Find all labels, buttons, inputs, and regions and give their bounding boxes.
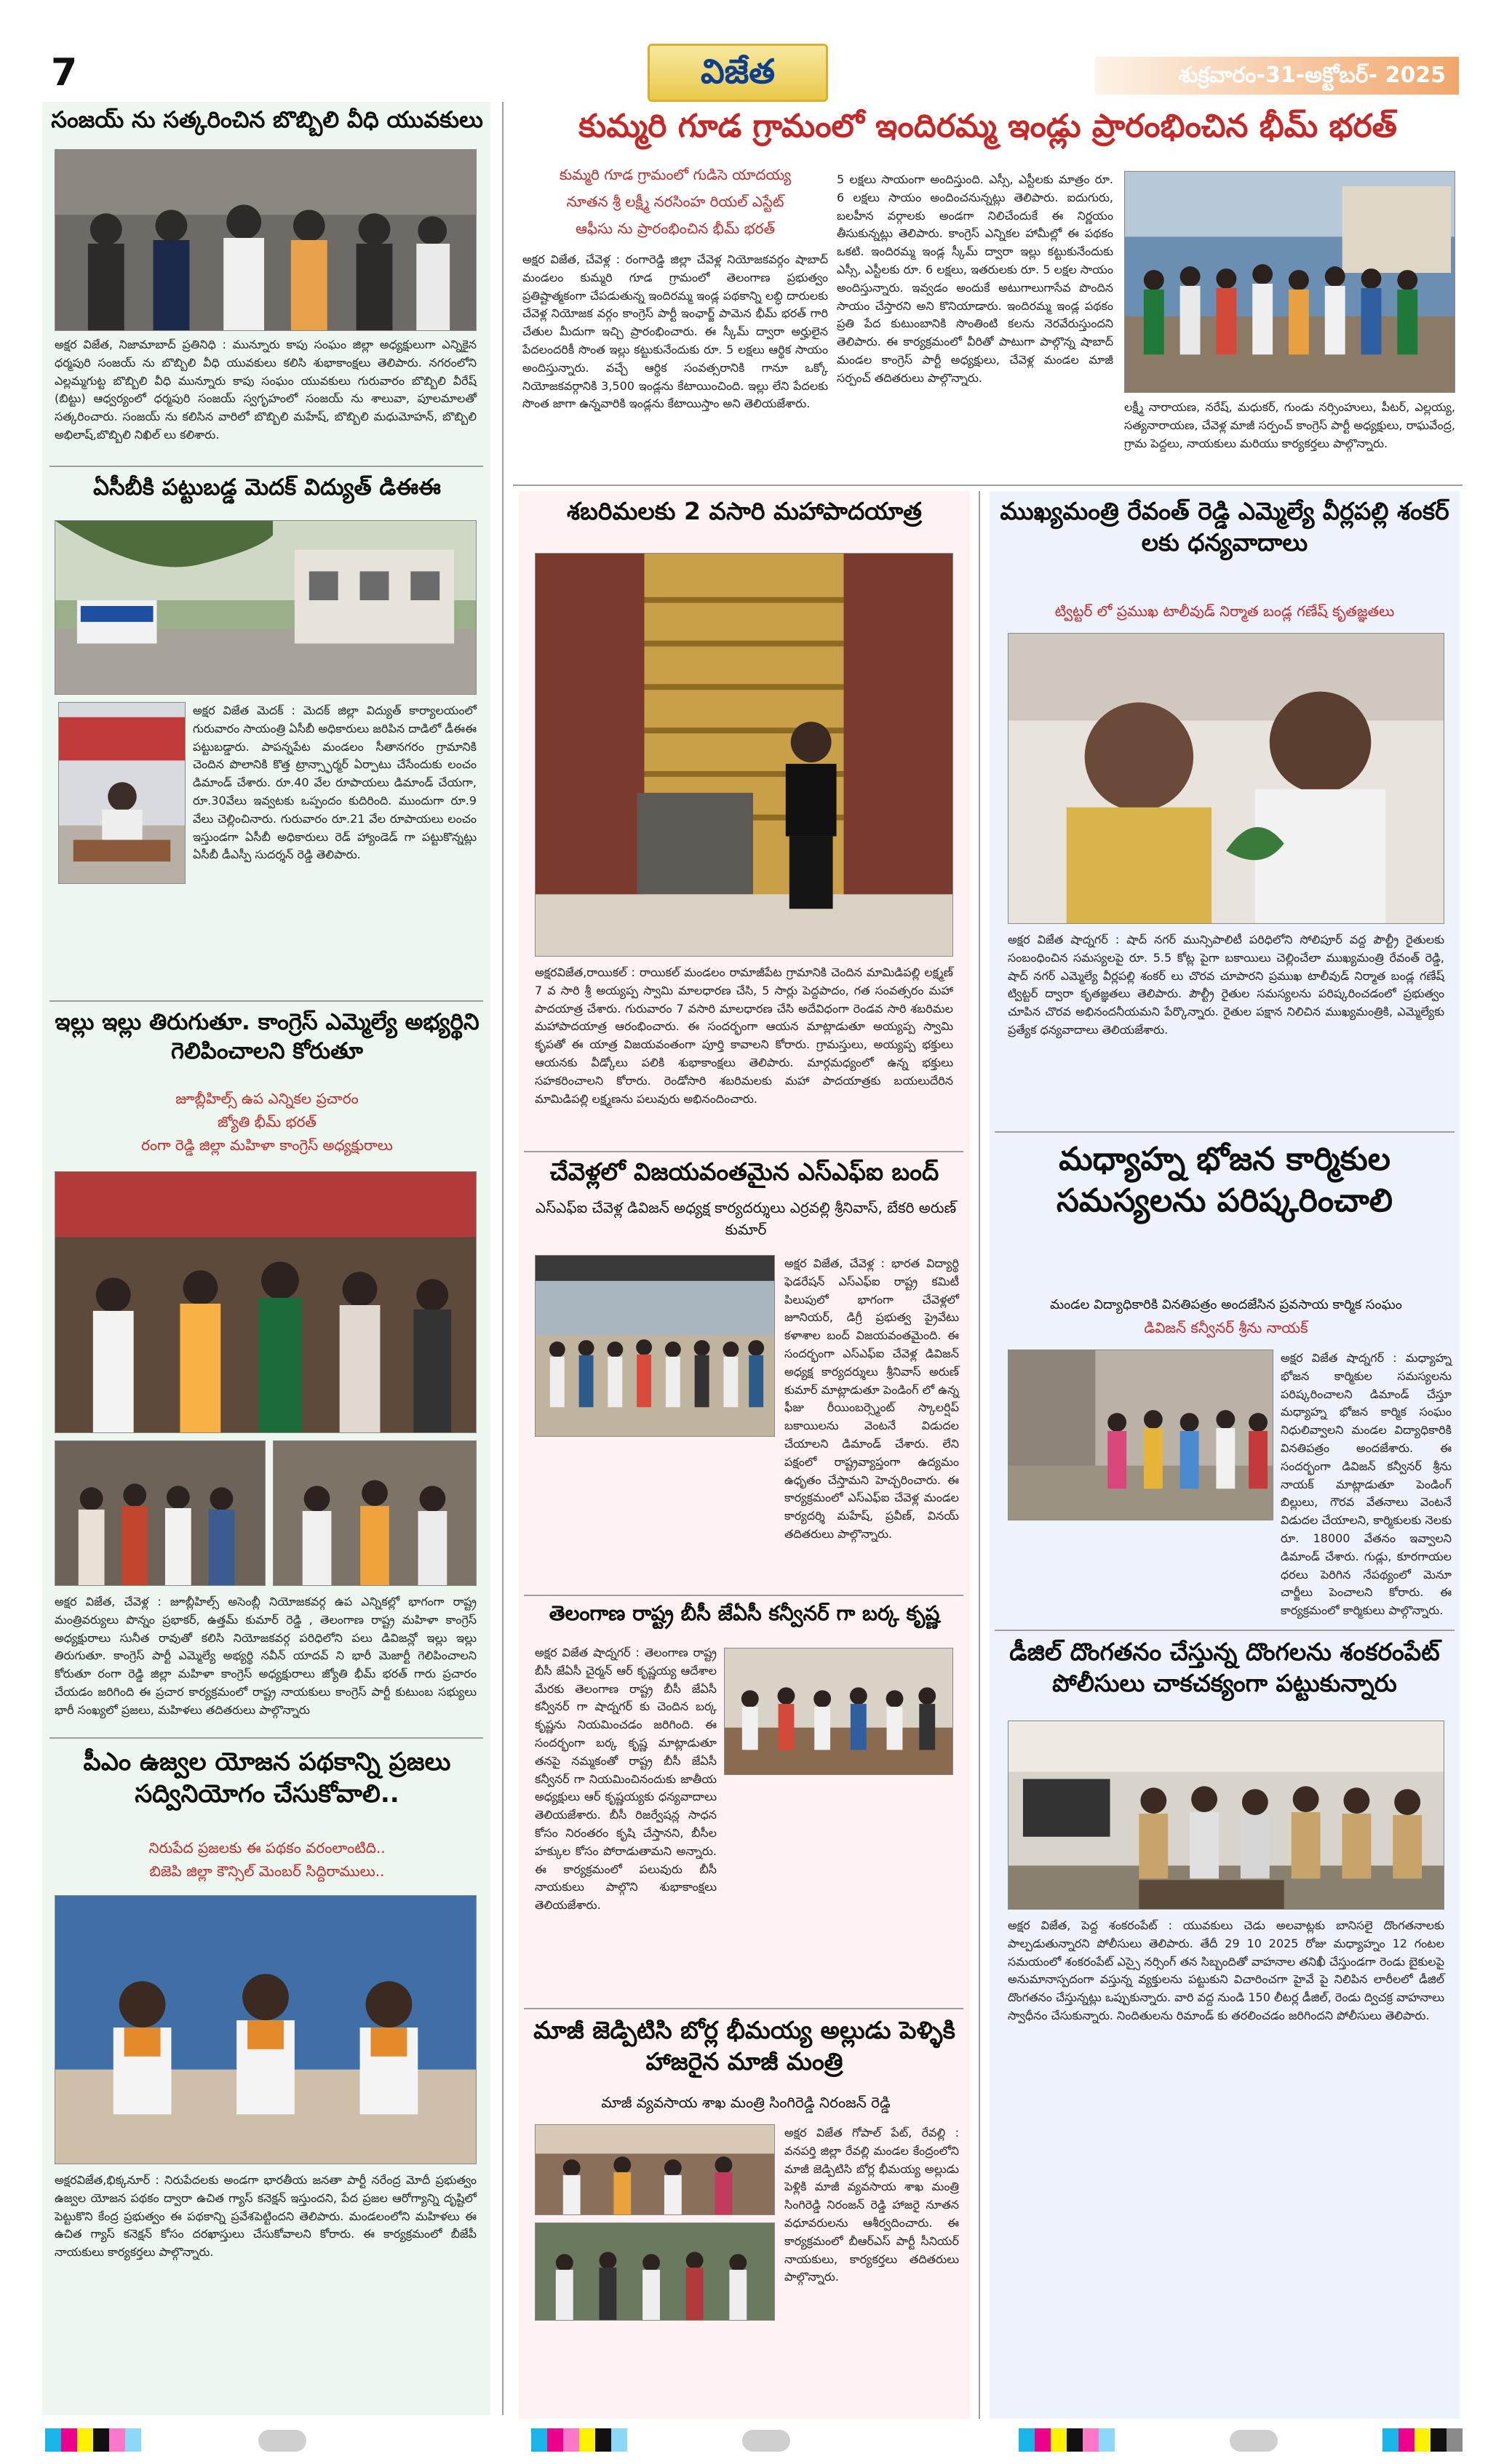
mid-a2-headline: చేవెళ్లలో విజయవంతమైన ఎస్ఎఫ్ఐ బంద్ [549,1157,939,1186]
left-a4-headline: పీఎం ఉజ్వల యోజన పథకాన్ని ప్రజలు సద్వినియోగం చేసుకోవాలి.. [83,1747,451,1809]
left-a3-headline: ఇల్లు ఇల్లు తిరుగుతూ. కాంగ్రెస్ ఎమ్మెల్యే అభ్యర్థిని గెలిపించాలని కోరుతూ [55,1009,480,1065]
mid-a2-photo [535,1255,775,1437]
left-a1-headline: సంజయ్ ను సత్కరించిన బొబ్బిలి వీధి యువకులు [51,107,483,133]
left-a2-body: అక్షర విజేత మెదక్ : మెదక్ జిల్లా విద్యుత్ కార్యాలయంలో గురువారం సాయంత్రి ఏసీబీ అధికారులు జరిపిన దాడిలో డీఈఈ పట్టుబడ్డారు. పాపన్నపేట మండలం సీతానగరం గ్రామానికి చెందిన పొలానికి కొత్త ట్రాన్స్ఫార్మర్ ఏర్పాటు చేసేందుకు లంచం డిమాండ్ చేశారు. రూ.40 వేల రూపాయలు డిమాండ్ చేయగా, రూ.30వేలు ఇవ్వటకు ఒప్పందం కుదిరింది. ముందుగా రూ.9 వేలు చెల్లించినారు. గురువారం రూ.21 వేల రూపాయలు లంచం ఇస్తుండగా ఏసీబీ అధికారులు రెడ్ హ్యాండెడ్ గా పట్టుకొన్నట్లు ఏసీబీ డీఎస్పీ సుదర్శన్ రెడ్డి తెలిపారు. [193,703,477,862]
mid-a4-body: అక్షర విజేత గోపాల్ పేట్, రేవల్లి : వనపర్తి జిల్లా రేవల్లి మండల కేంద్రంలోని మాజీ జెడ్పిటిసి బోర్ల భీమయ్య అల్లుడు పెళ్లికి మాజీ వ్యవసాయ శాఖ మంత్రి సింగిరెడ్డి నిరంజన్ రెడ్డి హాజరై నూతన వధూవరులను ఆశీర్వదించారు. ఈ కార్యక్రమంలో బీఆర్ఎస్ పార్టీ సీనియర్ నాయకులు, కార్యకర్తలు తదితరులు పాల్గొన్నారు. [784,2126,959,2284]
left-a3-photo-3 [273,1440,477,1586]
mid-a4-photo-1 [535,2124,775,2215]
right-a2-body-top: అక్షర విజేత షాద్నగర్ : మధ్యాహ్న భోజన కార్మికుల సమస్యలను పరిష్కరించాలని డిమాండ్ చేస్తూ మధ్యాహ్న భోజన కార్మిక సంఘం నిధులివ్వాలని మండల విద్యాధికారికి వినతిపత్రం అందజేశారు. ఈ సందర్భంగా డివిజన్ కన్వీనర్ శ్రీను నాయక్ మాట్లాడుతూ పెండింగ్ బిల్లులు, గౌరవ వేతనాలు వెంటనే విడుదల చేయాలని, కార్మికులకు నెలకు రూ. 18000 వేతనం ఇవ్వాలని డిమాండ్ చేశారు. గుడ్లు, కూరగాయల ధరలు పెరిగిన నేపథ్యంలో మెనూ చార్జీలు పెంచాలని కోరారు. ఈ కార్యక్రమంలో కార్మికులు పాల్గొన్నారు. [1281,1351,1452,1618]
right-a2-headline: మధ్యాహ్న భోజన కార్మికుల సమస్యలను పరిష్కరించాలి [1057,1141,1393,1220]
mid-a1-headline: శబరిమలకు 2 వసారి మహాపాదయాత్ర [567,497,922,525]
registration-marks-3 [1019,2428,1115,2452]
registration-marks-2 [531,2428,627,2452]
right-a3-body: అక్షర విజేత, పెద్ద శంకరంపేట్ : యువకులు చెడు అలవాట్లకు బానిసలై దొంగతనాలకు పాల్పడుతున్నారని పోలీసులు తెలిపారు. తేదీ 29 10 2025 రోజు మధ్యాహ్నం 12 గంటల సమయంలో శంకరంపేట్ ఎస్సై నర్సింగ్ తన సిబ్బందితో వాహనాల తనిఖీ చేస్తుండగా రెండు బైకులపై అనుమానాస్పదంగా వస్తున్న వ్యక్తులను పట్టుకుని విచారించగా హైవే పై నిలిపిన లారీలలో డీజిల్ దొంగతనం చేస్తున్నట్లు ఒప్పుకున్నారు. వారి వద్ద నుండి 150 లీటర్ల డీజిల్, రెండు ద్విచక్ర వాహనాలు స్వాధీనం చేసుకున్నారు. నిందితులను రిమాండ్ కు తరలించడం జరిగిందని పోలీసులు తెలిపారు. [1008,1918,1444,2022]
mid-a1-photo [535,553,953,957]
newspaper-logo [648,44,828,102]
left-a3-photo-2 [55,1440,266,1586]
registration-marks-1 [45,2428,141,2452]
left-a4-sub1: నిరుపేద ప్రజలకు ఈ పథకం వరంలాంటిది.. [148,1839,386,1857]
top-sub-3: ఆఫీసు ను ప్రారంభించిన భీమ్ భరత్ [575,220,776,237]
top-sub-2: నూతన శ్రీ లక్ష్మీ నరసింహ రియల్ ఎస్టేట్ [566,193,784,210]
right-a1-photo [1008,633,1444,924]
right-a3-headline: డీజిల్ దొంగతనం చేస్తున్న దొంగలను శంకరంపేట్ పోలీసులు చాకచక్యంగా పట్టుకున్నారు [1009,1638,1440,1697]
mid-a4-photo-2 [535,2222,775,2321]
left-a2-photo [55,520,477,695]
right-a2-photo [1008,1349,1273,1520]
mid-a1-body: అక్షరవిజేత,రాయికల్ : రాయికల్ మండలం రామాజీపేట గ్రామానికి చెందిన మామిడిపల్లి లక్ష్మణ్ 7 వ సారి శ్రీ అయ్యప్ప స్వామి మాలధారణ చేసి, 5 సార్లు పెద్దపాదం, గత సంవత్సరం మహా పాదయాత్ర చేశారు. గురువారం 7 వసారి మాలధారణ చేసి అదేవిధంగా రెండవ సారి శబరిమల మహాపాదయాత్ర ఆరంభించారు. ఈ సందర్భంగా ఆయన మాట్లాడుతూ అయ్యప్ప స్వామి కృపతో ఈ యాత్ర విజయవంతంగా పూర్తి కావాలని కోరారు. గ్రామస్తులు, అయ్యప్ప భక్తులు ఆయనకు వీడ్కోలు పలికి శుభాకాంక్షలు తెలిపారు. మార్గమధ్యంలో ఉన్న భక్తులు సహకరించాలని కోరారు. రెండోసారి శబరిమలకు మహా పాదయాత్రకు బయలుదేరిన మామిడిపల్లి లక్ష్మణను పలువురు అభినందించారు. [535,965,953,1106]
left-a1-photo [55,149,477,331]
logo-text: విజేత [700,52,776,91]
date-bar [1095,57,1459,95]
top-body-1: అక్షర విజేత, చేవెళ్ల : రంగారెడ్డి జిల్లా చేవెళ్ల నియోజకవర్గం షాబాద్ మండలం కుమ్మరి గూడ గ్రామంలో తెలంగాణ ప్రభుత్వం ప్రతిష్టాత్మకంగా చేపడుతున్న ఇందిరమ్మ ఇండ్ల పథకాన్ని లబ్ధి దారులకు చేవెళ్ల నియోజక వర్గం కాంగ్రెస్ పార్టీ ఇంఛార్జ్ పామెన భీమ్ భరత్ గారి చేతుల మీదుగా ఇచ్చి ప్రారంభించారు. ఈ స్కీమ్ ద్వారా అర్హులైన పేదలందరికీ సొంత ఇల్లు కట్టుకునేందుకు రూ. 5 లక్షలు ఆర్థిక సాయం అందిస్తున్నారు. వచ్చే ఆర్థిక సంవత్సరానికి గానూ ఒక్కో నియోజకవర్గానికి 3,500 ఇండ్లను కేటాయించింది. ఇల్లు లేని పేదలకు సొంత జాగా ఉన్నవారికి ఇండ్లను కేటాయిస్తాం అని తెలియజేశారు. [522,252,828,411]
page-number: 7 [51,51,78,95]
top-sub-1: కుమ్మరి గూడ గ్రామంలో గుడిసె యాదయ్య [559,166,792,183]
registration-marks-4 [1382,2428,1463,2452]
registration-pill-1 [258,2430,306,2452]
issue-date: శుక్రవారం-31-అక్టోబర్- 2025 [1178,63,1446,88]
left-a3-photo-1 [55,1171,477,1433]
registration-pill-3 [1230,2430,1278,2452]
left-a1-body: అక్షర విజేత, నిజామాబాద్ ప్రతినిధి : మున్నూరు కాపు సంఘం జిల్లా అధ్యక్షులుగా ఎన్నికైన ధర్మపురి సంజయ్ ను బొబ్బిలి వీధి యువకులు కలిసి శుభాకాంక్షలు తెలిపారు. నగరంలోని ఎల్లమ్మగుట్ట బొబ్బిలి వీధి మున్నూరు కాపు సంఘం యువకులు గురువారం బొబ్బిలి వీరేష్ (బిట్టు) ఆధ్వర్యంలో ధర్మపురి సంజయ్ స్వగృహంలో సంజయ్ ను శాలువా, పూలమాలతో సత్కరించారు. సంజయ్ ను కలిసిన వారిలో బొబ్బిలి మహేష్, బొబ్బిలి మధుమోహన్, బొబ్బిలి అభిలాష్,బొబ్బిలి నిఖిల్ లు కలిశారు. [55,338,477,442]
right-a1-headline: ముఖ్యమంత్రి రేవంత్ రెడ్డి ఎమ్మెల్యే వీర్లపల్లి శంకర్ లకు ధన్యవాదాలు [1000,497,1449,557]
top-caption: లక్ష్మీ నారాయణ, నరేష్, మధుకర్, గుండు నర్సింహులు, పీటర్, ఎల్లయ్య, సత్యనారాయణ, చేవెళ్ల మాజీ సర్పంచ్ కాంగ్రెస్ పార్టీ అధ్యక్షులు, రాఘవేంద్ర, గ్రామ పెద్దలు, నాయకులు మరియు కార్యకర్తలు పాల్గొన్నారు. [1124,400,1455,450]
mid-a2-sub: ఎస్ఎఫ్ఐ చేవెళ్ల డివిజన్ అధ్యక్ష కార్యదర్శులు ఎర్రవల్లి శ్రీనివాస్, బేకరి అరుణ్ కుమార్ [535,1199,957,1238]
right-a1-body: అక్షర విజేత షాద్నగర్ : షాద్ నగర్ మున్సిపాలిటీ పరిధిలోని సోలిపూర్ వద్ద పౌల్ట్రీ రైతులకు సంబంధించిన సమస్యలపై రూ. 5.5 కోట్ల పైగా బకాయిలు చెల్లించేలా ముఖ్యమంత్రి రేవంత్ రెడ్డి, షాద్ నగర్ ఎమ్మెల్యే వీర్లపల్లి శంకర్ లు చొరవ చూపారని ప్రముఖ టాలీవుడ్ నిర్మాత బండ్ల గణేష్ ట్విట్టర్ ద్వారా కృతజ్ఞతలు తెలిపారు. పౌల్ట్రీ రైతుల సమస్యలను పరిష్కరించడంలో ప్రభుత్వం చూపిన చొరవ అభినందనీయమని పేర్కొన్నారు. రైతుల పక్షాన నిలిచిన ముఖ్యమంత్రికి, ఎమ్మెల్యేకు ప్రత్యేక ధన్యవాదాలు తెలియజేశారు. [1008,933,1444,1037]
left-a4-sub2: బిజెపి జిల్లా కౌన్సిల్ మెంబర్ సిద్దిరాములు.. [149,1862,385,1880]
top-photo [1124,171,1455,393]
right-a1-sub: ట్విట్టర్ లో ప్రముఖ టాలీవుడ్ నిర్మాత బండ్ల గణేష్ కృతజ్ఞతలు [1054,602,1395,620]
top-headline: కుమ్మరి గూడ గ్రామంలో ఇందిరమ్మ ఇండ్లు ప్రారంభించిన భీమ్ భరత్ [578,108,1397,145]
left-a2-office-photo [58,702,186,884]
top-body-2: 5 లక్షలు సాయంగా అందిస్తుంది. ఎస్సీ, ఎస్టీలకు మాత్రం రూ. 6 లక్షలు సాయం అందించనున్నట్లు తెలిపారు. ఐదుగురు, బలహీన వర్గాలకు అండగా నిలిచేందుకే ఈ నిర్ణయం తీసుకున్నట్లు తెలిపారు. కాంగ్రెస్ ఎన్నికల హామీల్లో ఈ పథకం ఒకటి. ఇందిరమ్మ ఇండ్ల స్కీమ్ ద్వారా ఇల్లు కట్టుకునేందుకు ఎస్సీ, ఎస్టీలకు రూ. 6 లక్షలు, ఇతరులకు రూ. 5 లక్షల సాయం అందిస్తున్నారు. ఇవ్వడం అందుకే అటుగాలుగాసేవ పొందిన సాయం చేస్తారని అని కొనియాడారు. ఇందిరమ్మ ఇండ్ల పథకం ప్రతి పేద కుటుంబానికి సొంతింటి కలను నెరవేరుస్తుందని తెలిపారు. ఈ కార్యక్రమంలో వీరితో పాటుగా పాల్గొన్న షాబాద్ మండల కాంగ్రెస్ పార్టీ అధ్యక్షులు, చేవెళ్ల మండల మాజీ సర్పంచ్ తదితరులు పాల్గొన్నారు. [837,172,1113,385]
left-a3-sub1: జూబ్లీహిల్స్ ఉప ఎన్నికల ప్రచారం [175,1090,359,1107]
mid-a3-headline: తెలంగాణ రాష్ట్ర బీసీ జేఏసీ కన్వీనర్ గా బర్క కృష్ణ [549,1601,940,1625]
left-a3-body: అక్షర విజేత, చేవెళ్ల : జూబ్లీహిల్స్ అసెంబ్లీ నియోజకవర్గ ఉప ఎన్నికల్లో భాగంగా రాష్ట్ర మంత్రివర్యులు పొన్నం ప్రభాకర్, ఉత్తమ్ కుమార్ రెడ్డి , తెలంగాణ రాష్ట్ర మహిళా కాంగ్రెస్ అధ్యక్షురాలు సునీత రావుతో కలిసి నియోజకవర్గ పరిధిలోని పలు డివిజన్లో ఇల్లు ఇల్లు తిరుగుతూ. కాంగ్రెస్ పార్టీ ఎమ్మెల్యే అభ్యర్థి నవీన్ యాదవ్ ని భారీ మెజార్టీ గెలిపించాలని కోరుతూ రంగా రెడ్డి జిల్లా మహిళా కాంగ్రెస్ అధ్యక్షురాలు జ్యోతి భీమ్ భరత్ గారు ప్రచారం చేయడం జరిగింది ఈ ప్రచార కార్యక్రమంలో రాష్ట్ర నాయకులు కాంగ్రెస్ పార్టీ కుటుంబ సభ్యులు భారీ సంఖ్యలో ప్రజలు, మహిళలు తదితరులు పాల్గొన్నారు [55,1595,477,1717]
registration-pill-2 [742,2430,790,2452]
mid-a3-photo [724,1648,953,1775]
right-a2-sub1: మండల విద్యాధికారికి వినతిపత్రం అందజేసిన ప్రవసాయ కార్మిక సంఘం [1050,1297,1402,1312]
right-a2-sub2: డివిజన్ కన్వీనర్ శ్రీను నాయక్ [1144,1319,1308,1336]
left-a4-photo [55,1895,477,2164]
mid-a4-sub: మాజీ వ్యవసాయ శాఖ మంత్రి సింగిరెడ్డి నిరంజన్ రెడ్డి [601,2094,891,2111]
right-a3-photo [1008,1721,1444,1910]
masthead [0,0,1504,109]
left-a3-sub2: జ్యోతి భీమ్ భరత్ [218,1113,317,1131]
left-a4-body: అక్షరవిజేత,భిక్కనూర్ : నిరుపేదలకు అండగా భారతీయ జనతా పార్టీ నరేంద్ర మోదీ ప్రభుత్వం ఉజ్వల యోజన పథకం ద్వారా ఉచిత గ్యాస్ కనెక్షన్ ఇస్తుందని, పేద ప్రజల ఆరోగ్యాన్ని దృష్టిలో పెట్టుకొని కేంద్ర ప్రభుత్వం ఈ పథకాన్ని ప్రవేశపెట్టిందని తెలిపారు. మండలంలోని మహిళలు ఈ ఉచిత గ్యాస్ కనెక్షన్ కోసం దరఖాస్తులు చేసుకోవాలని కోరారు. ఈ కార్యక్రమంలో బీజేపీ నాయకులు కార్యకర్తలు పాల్గొన్నారు. [55,2173,477,2260]
mid-a3-body: అక్షర విజేత షాద్నగర్ : తెలంగాణ రాష్ట్ర బీసీ జేఏసీ చైర్మన్ ఆర్ కృష్ణయ్య ఆదేశాల మేరకు తెలంగాణ రాష్ట్ర బీసీ జేఏసీ కన్వీనర్ గా షాద్నగర్ కు చెందిన బర్క కృష్ణను నియమించడం జరిగింది. ఈ సందర్భంగా బర్క కృష్ణ మాట్లాడుతూ తనపై నమ్మకంతో రాష్ట్ర బీసీ జేఏసీ కన్వీనర్ గా నియమించినందుకు జాతీయ అధ్యక్షులు ఆర్ కృష్ణయ్యకు ధన్యవాదాలు తెలియజేశారు. బీసీ రిజర్వేషన్ల సాధన కోసం నిరంతరం కృషి చేస్తానని, బీసీల హక్కుల కోసం పోరాడుతామని అన్నారు. ఈ కార్యక్రమంలో పలువురు బీసీ నాయకులు పాల్గొని శుభాకాంక్షలు తెలియజేశారు. [535,1646,717,1913]
left-a2-headline: ఏసీబీకి పట్టుబడ్డ మెదక్ విద్యుత్ డిఈఈ [92,474,441,501]
left-a3-sub3: రంగా రెడ్డి జిల్లా మహిళా కాంగ్రెస్ అధ్యక్షురాలు [141,1136,393,1154]
mid-a4-headline: మాజీ జెడ్పిటిసి బోర్ల భీమయ్య అల్లుడు పెళ్ళికి హాజరైన మాజీ మంత్రి [533,2016,955,2076]
mid-a2-body: అక్షర విజేత, చేవెళ్ల : భారత విద్యార్థి ఫెడరేషన్ ఎస్ఎఫ్ఐ రాష్ట్ర కమిటీ పిలుపులో భాగంగా చేవెళ్లలో జూనియర్, డిగ్రీ ప్రభుత్వ ప్రైవేటు కళాశాల బంద్ విజయవంతమైంది. ఈ సందర్భంగా ఎస్ఎఫ్ఐ చేవెళ్ల డివిజన్ అధ్యక్ష కార్యదర్శులు శ్రీనివాస్ అరుణ్ కుమార్ మాట్లాడుతూ పెండింగ్ లో ఉన్న ఫీజు రీయింబర్స్మెంట్ స్కాలర్షిప్ బకాయిలను వెంటనే విడుదల చేయాలని డిమాండ్ చేశారు. లేని పక్షంలో రాష్ట్రవ్యాప్తంగా ఉద్యమం ఉధృతం చేస్తామని హెచ్చరించారు. ఈ కార్యక్రమంలో ఎస్ఎఫ్ఐ చేవెళ్ల మండల కార్యదర్శి మహేష్, ప్రవీణ్, వినయ్ తదితరులు పాల్గొన్నారు. [784,1256,959,1541]
